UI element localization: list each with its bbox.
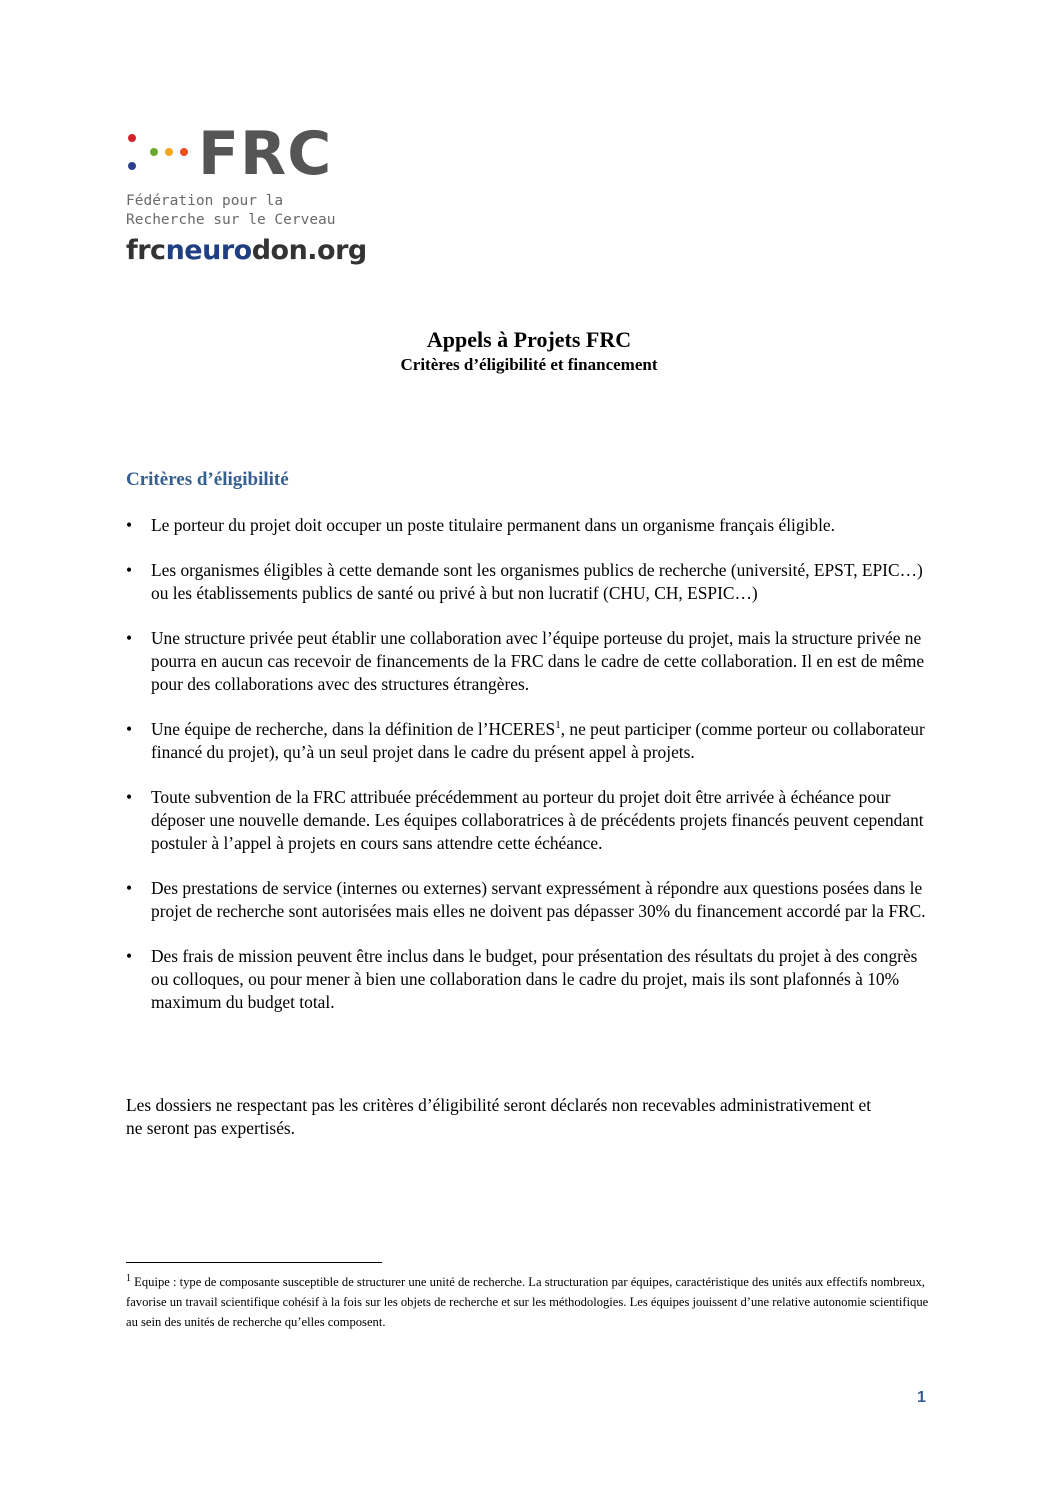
page-number: 1 bbox=[917, 1389, 926, 1406]
document-title: Appels à Projets FRC bbox=[426, 327, 632, 352]
closing-paragraph: Les dossiers ne respectant pas les critères d’éligibilité seront déclarés non recevables administrativement et ne seront pas expertisés. bbox=[126, 1095, 872, 1138]
list-item bbox=[126, 718, 926, 764]
list-item-text: Des frais de mission peuvent être inclus dans le budget, pour présentation des résultats du projet à des congrès ou colloques, ou pour mener à bien une collaboration dans le cadre du projet, mais ils sont plafonnés à 10% maximum du budget total. bbox=[151, 946, 918, 1012]
document-subtitle: Critères d’éligibilité et financement bbox=[400, 355, 658, 374]
logo-dot-yellow bbox=[165, 148, 173, 156]
logo-dot-blue bbox=[128, 162, 136, 170]
list-item bbox=[126, 627, 926, 696]
list-item bbox=[126, 559, 926, 605]
footnote-ref[interactable]: 1 bbox=[555, 719, 561, 732]
list-item-text: Les organismes éligibles à cette demande sont les organismes publics de recherche (université, EPST, EPIC…) ou les établissements publics de santé ou privé à but non lucratif (CHU, CH, ESPIC…) bbox=[151, 560, 923, 603]
bullet-icon: • bbox=[126, 719, 133, 739]
logo-url-prefix: frc bbox=[126, 235, 166, 266]
bullet-icon: • bbox=[126, 515, 133, 535]
logo-url-highlight: neuro bbox=[165, 235, 252, 266]
footnote-text: Equipe : type de composante susceptible de structurer une unité de recherche. La structuration par équipes, caractéristique des unités aux effectifs nombreux, favorise un travail scientifique cohésif à la fois sur les objets de recherche et sur les méthodologies. Les équipes jouissent d’une relative autonomie scientifique au sein des unités de recherche qu’elles composent. bbox=[126, 1275, 929, 1329]
list-item bbox=[126, 786, 926, 855]
bullet-icon: • bbox=[126, 628, 133, 648]
logo-dots-icon bbox=[126, 134, 190, 184]
logo-wordmark: FRC bbox=[198, 119, 333, 189]
section-heading: Critères d’éligibilité bbox=[126, 469, 289, 490]
footnote-number: 1 bbox=[126, 1272, 131, 1284]
list-item-text: Une structure privée peut établir une collaboration avec l’équipe porteuse du projet, mais la structure privée ne pourra en aucun cas recevoir de financements de la FRC dans le cadre de cette collaboration. Il en est de même pour des collaborations avec des structures étrangères. bbox=[151, 628, 925, 694]
footnote-divider bbox=[126, 1262, 382, 1263]
footnote bbox=[126, 1272, 941, 1332]
list-item-text: Le porteur du projet doit occuper un poste titulaire permanent dans un organisme français éligible. bbox=[151, 515, 835, 535]
eligibility-list bbox=[126, 514, 926, 1036]
list-item-text-after: , ne peut participer (comme porteur ou collaborateur financé du projet), qu’à un seul projet dans le cadre du présent appel à projets. bbox=[151, 719, 925, 762]
list-item bbox=[126, 945, 926, 1014]
logo-url-suffix: don.org bbox=[251, 235, 367, 266]
logo-dot-green bbox=[150, 148, 158, 156]
logo-dot-orange bbox=[180, 148, 188, 156]
logo-url bbox=[126, 235, 367, 266]
bullet-icon: • bbox=[126, 946, 133, 966]
bullet-icon: • bbox=[126, 787, 133, 807]
bullet-icon: • bbox=[126, 560, 133, 580]
bullet-icon: • bbox=[126, 878, 133, 898]
logo-subtitle: Fédération pour la Recherche sur le Cerveau bbox=[126, 193, 336, 228]
list-item-text-before: Une équipe de recherche, dans la définition de l’HCERES bbox=[151, 719, 556, 739]
list-item bbox=[126, 877, 926, 923]
list-item bbox=[126, 514, 926, 537]
list-item-text: Toute subvention de la FRC attribuée précédemment au porteur du projet doit être arrivée à échéance pour déposer une nouvelle demande. Les équipes collaboratrices à de précédents projets financés peuvent cependant postuler à l’appel à projets en cours sans attendre cette échéance. bbox=[151, 787, 924, 853]
logo-dot-red bbox=[128, 134, 136, 142]
list-item-text: Des prestations de service (internes ou externes) servant expressément à répondre aux questions posées dans le projet de recherche sont autorisées mais elles ne doivent pas dépasser 30% du financement accordé par la FRC. bbox=[151, 878, 926, 921]
